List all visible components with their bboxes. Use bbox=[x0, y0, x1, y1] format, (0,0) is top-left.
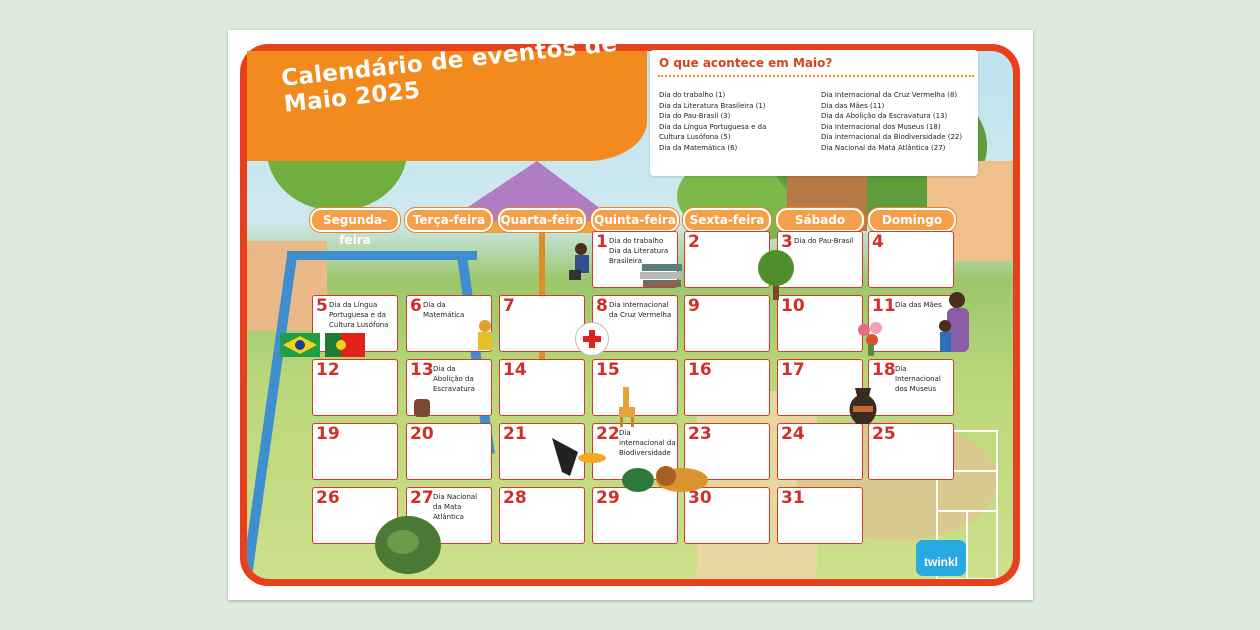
calendar-day-cell bbox=[777, 423, 863, 480]
day-number: 10 bbox=[781, 296, 805, 316]
event-line: internacional da bbox=[619, 439, 676, 447]
mother-and-child-icon bbox=[935, 290, 975, 362]
summary-item: Dia da Literatura Brasileira (1) bbox=[659, 101, 766, 110]
event-line: dos Museus bbox=[895, 385, 937, 393]
day-number: 16 bbox=[688, 360, 712, 380]
day-number: 14 bbox=[503, 360, 527, 380]
calendar-day-cell bbox=[868, 423, 954, 480]
weekday-header: Quarta-feira bbox=[498, 208, 586, 232]
weekday-header: Sexta-feira bbox=[683, 208, 771, 232]
event-line: Dia da bbox=[433, 365, 456, 373]
lion-and-leaves-icon bbox=[620, 462, 714, 496]
day-number: 20 bbox=[410, 424, 434, 444]
portugal-flag-icon bbox=[325, 333, 365, 357]
flower-bouquet-icon bbox=[852, 318, 892, 358]
event-line: Dia Internacional bbox=[609, 301, 669, 309]
weekday-header: Segunda-feira bbox=[310, 208, 400, 232]
summary-right-column bbox=[821, 90, 962, 153]
raised-fist-icon bbox=[410, 395, 434, 419]
calendar-day-cell bbox=[406, 423, 492, 480]
day-event bbox=[433, 364, 475, 394]
day-number: 26 bbox=[316, 488, 340, 508]
day-number: 19 bbox=[316, 424, 340, 444]
day-number: 27 bbox=[410, 488, 434, 508]
summary-left-column bbox=[659, 90, 766, 153]
event-line: Dia Internacional bbox=[895, 365, 941, 383]
day-number: 3 bbox=[781, 232, 793, 252]
event-line: Escravatura bbox=[433, 385, 475, 393]
day-number: 13 bbox=[410, 360, 434, 380]
event-line: Dia da Literatura bbox=[609, 247, 669, 255]
calendar-day-cell bbox=[868, 231, 954, 288]
summary-item: Dia do Pau-Brasil (3) bbox=[659, 112, 731, 120]
summary-item: Dia Nacional da Mata Atlântica (27) bbox=[821, 143, 946, 152]
calendar-day-cell bbox=[312, 359, 398, 416]
event-line: Brasileira bbox=[609, 257, 642, 265]
calendar-day-cell bbox=[312, 423, 398, 480]
day-number: 28 bbox=[503, 488, 527, 508]
pau-brasil-tree-icon bbox=[750, 250, 802, 300]
summary-item: Dia Internacional dos Museus (18) bbox=[821, 122, 941, 131]
event-line: Portuguesa e da bbox=[329, 311, 386, 319]
books-icon bbox=[640, 262, 684, 290]
day-number: 29 bbox=[596, 488, 620, 508]
event-line: Abolição da bbox=[433, 375, 474, 383]
summary-item: Dia da Língua Portuguesa e da bbox=[659, 122, 767, 131]
summary-item: Dia internacional da Biodiversidade (22) bbox=[821, 133, 963, 141]
event-line: Cultura Lusófona bbox=[329, 321, 389, 329]
calendar-day-cell bbox=[684, 359, 770, 416]
worker-icon bbox=[565, 242, 601, 290]
brazil-flag-icon bbox=[280, 333, 320, 357]
decorative-wave bbox=[658, 72, 974, 77]
red-cross-icon bbox=[575, 322, 609, 356]
summary-item: Dia Internacional da Cruz Vermelha (8) bbox=[821, 91, 958, 99]
summary-heading: O que acontece em Maio? bbox=[659, 56, 833, 70]
day-event bbox=[794, 236, 853, 246]
event-line: Dia bbox=[619, 429, 631, 437]
day-number: 23 bbox=[688, 424, 712, 444]
event-line: Dia da Língua bbox=[329, 301, 378, 309]
day-number: 11 bbox=[872, 296, 896, 316]
events-summary-box bbox=[650, 50, 978, 176]
calendar-day-cell bbox=[777, 295, 863, 352]
weekday-header: Terça-feira bbox=[405, 208, 493, 232]
day-number: 8 bbox=[596, 296, 608, 316]
weekday-header: Domingo bbox=[868, 208, 956, 232]
atlantic-forest-icon bbox=[373, 514, 443, 576]
day-event bbox=[423, 300, 464, 320]
day-number: 2 bbox=[688, 232, 700, 252]
museum-vase-icon bbox=[845, 386, 881, 428]
event-line: Matemática bbox=[423, 311, 465, 319]
event-line: Atlântica bbox=[433, 513, 464, 521]
day-event bbox=[619, 428, 676, 458]
event-line: Dia Nacional bbox=[433, 493, 478, 501]
day-number: 30 bbox=[688, 488, 712, 508]
day-number: 12 bbox=[316, 360, 340, 380]
day-number: 7 bbox=[503, 296, 515, 316]
day-event bbox=[609, 300, 671, 320]
event-line: Biodiversidade bbox=[619, 449, 671, 457]
day-number: 31 bbox=[781, 488, 805, 508]
event-line: Dia da bbox=[423, 301, 446, 309]
calendar-day-cell bbox=[499, 359, 585, 416]
summary-item: Cultura Lusófona (5) bbox=[659, 133, 731, 141]
day-number: 24 bbox=[781, 424, 805, 444]
day-number: 22 bbox=[596, 424, 620, 444]
summary-item: Dia do trabalho (1) bbox=[659, 91, 726, 99]
day-number: 21 bbox=[503, 424, 527, 444]
event-line: Dia do trabalho bbox=[609, 237, 664, 245]
day-number: 9 bbox=[688, 296, 700, 316]
event-line: da Cruz Vermelha bbox=[609, 311, 672, 319]
calendar-day-cell bbox=[684, 295, 770, 352]
day-number: 18 bbox=[872, 360, 896, 380]
day-number: 17 bbox=[781, 360, 805, 380]
weekday-header: Sábado bbox=[776, 208, 864, 232]
toucan-icon bbox=[548, 432, 608, 478]
event-line: Dia do Pau-Brasil bbox=[794, 237, 854, 245]
day-number: 1 bbox=[596, 232, 608, 252]
day-number: 15 bbox=[596, 360, 620, 380]
weekday-header: Quinta-feira bbox=[591, 208, 679, 232]
event-line: da Mata bbox=[433, 503, 462, 511]
math-child-icon bbox=[470, 318, 500, 354]
page-title: Calendário de eventos de Maio 2025 bbox=[280, 30, 619, 118]
day-number: 5 bbox=[316, 296, 328, 316]
day-event bbox=[329, 300, 388, 330]
summary-item: Dia da Matemática (6) bbox=[659, 143, 738, 152]
summary-item: Dia das Mães (11) bbox=[821, 101, 885, 110]
event-line: Dia das Mães bbox=[895, 301, 942, 309]
summary-item: Dia da Abolição da Escravatura (13) bbox=[821, 112, 948, 120]
day-number: 25 bbox=[872, 424, 896, 444]
day-number: 6 bbox=[410, 296, 422, 316]
giraffe-icon bbox=[611, 383, 641, 427]
day-event bbox=[895, 364, 953, 394]
calendar-day-cell bbox=[499, 487, 585, 544]
calendar-day-cell bbox=[777, 487, 863, 544]
day-number: 4 bbox=[872, 232, 884, 252]
twinkl-logo: twinkl bbox=[916, 540, 966, 576]
calendar-day-cell bbox=[499, 295, 585, 352]
